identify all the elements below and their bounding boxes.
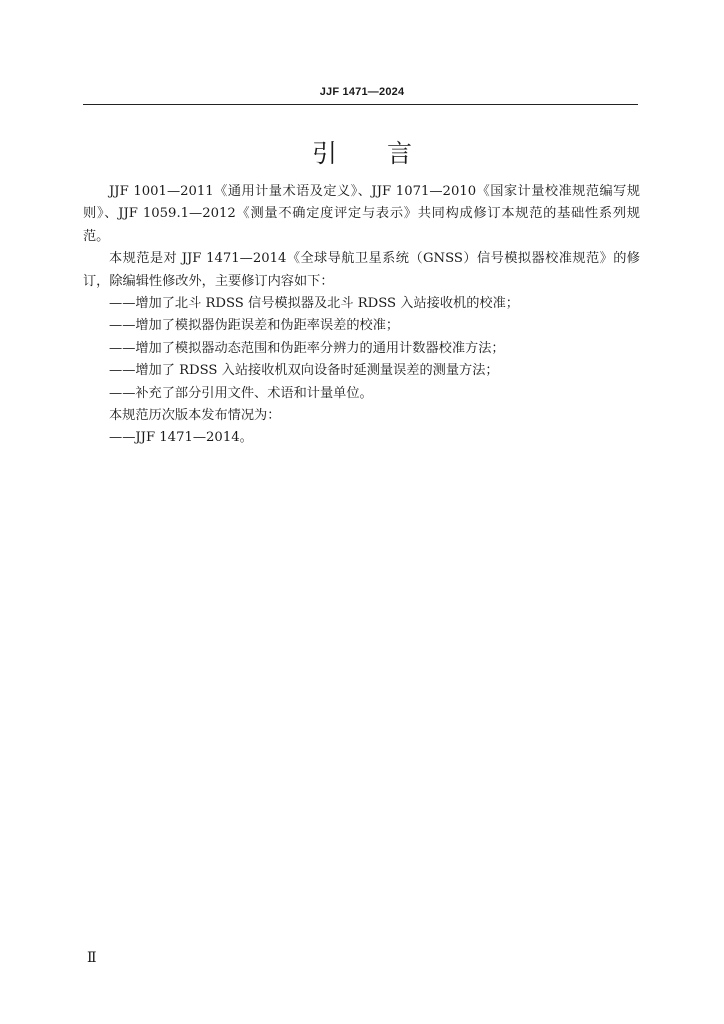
change-item: ——增加了模拟器伪距误差和伪距率误差的校准； (109, 318, 400, 334)
change-item: ——增加了 RDSS 入站接收机双向设备时延测量误差的测量方法； (109, 363, 499, 379)
change-item: ——增加了模拟器动态范围和伪距率分辨力的通用计数器校准方法； (109, 340, 505, 356)
document-code-header: JJF 1471—2024 (319, 86, 405, 98)
page-number: Ⅱ (87, 950, 97, 966)
paragraph-revision-intro: 本规范是对 JJF 1471—2014《全球导航卫星系统（GNSS）信号模拟器校准规范》的修订，除编辑性修改外，主要修订内容如下： (83, 251, 640, 289)
change-item: ——补充了部分引用文件、术语和计量单位。 (109, 385, 373, 401)
change-item: ——增加了北斗 RDSS 信号模拟器及北斗 RDSS 入站接收机的校准； (109, 296, 519, 312)
body-text (83, 181, 640, 450)
history-item: ——JJF 1471—2014。 (109, 430, 253, 446)
header-rule (83, 104, 638, 105)
paragraph-history-intro: 本规范历次版本发布情况为： (109, 408, 281, 424)
page-title: 引言 (311, 139, 462, 168)
paragraph-references: JJF 1001—2011《通用计量术语及定义》、JJF 1071—2010《国家计量校准规范编写规则》、JJF 1059.1—2012《测量不确定度评定与表示》共同构成修订本规范的基础性系列规范。 (83, 184, 640, 244)
